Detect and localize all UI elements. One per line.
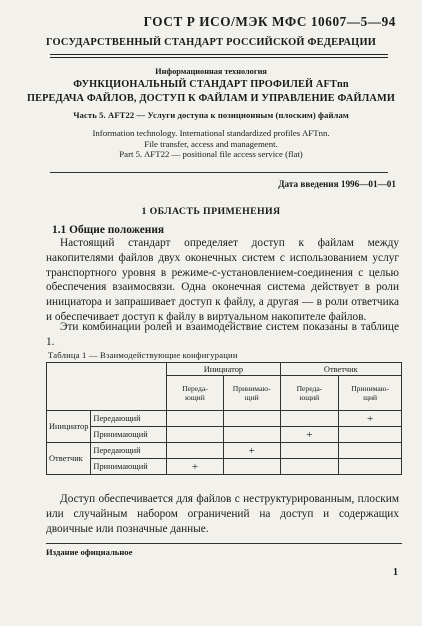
header-responder: Ответчик <box>280 363 401 376</box>
paragraph-scope <box>46 236 399 325</box>
subsection-heading: 1.1 Общие положения <box>52 224 165 236</box>
table-row <box>47 443 402 459</box>
english-title-line1: Information technology. International standardized profiles AFTnn. <box>92 128 330 138</box>
table-cell <box>339 427 402 443</box>
table-corner-cell <box>47 363 167 411</box>
table-cell-mark: + <box>167 459 224 475</box>
header-rule-top <box>50 54 388 55</box>
english-title <box>0 128 422 160</box>
table-cell <box>167 427 224 443</box>
part-title: Часть 5. AFT22 — Услуги доступа к позиционным (плоским) файлам <box>73 110 349 120</box>
table-cell <box>167 411 224 427</box>
gost-title: ГОСТ Р ИСО/МЭК МФС 10607—5—94 <box>143 14 396 29</box>
paragraph-text: Настоящий стандарт определяет доступ к файлам между накопителями файлов двух оконечных систем с использованием услуг транспортного уровня в режиме-с-установлением-соединения с целью обеспечения взаимосвязи. Одна оконечная система действует в роли инициатора и запрашивает доступ к файлу, а другая — в роли ответчика и обеспечивает доступ к файлу в виртуальном накопителе файлов. <box>46 237 399 323</box>
state-standard-heading: ГОСУДАРСТВЕННЫЙ СТАНДАРТ РОССИЙСКОЙ ФЕДЕРАЦИИ <box>45 37 377 48</box>
subheader-initiator-receiving: Принимаю- щий <box>223 376 280 411</box>
table-cell <box>339 459 402 475</box>
info-tech-label: Информационная технология <box>155 67 267 76</box>
table-cell-mark: + <box>223 443 280 459</box>
table-cell <box>339 443 402 459</box>
table-row <box>47 411 402 427</box>
table-row <box>47 427 402 443</box>
section-title: 1 ОБЛАСТЬ ПРИМЕНЕНИЯ <box>141 206 281 217</box>
paragraph-text: Доступ обеспечивается для файлов с неструктурированным, плоским или случайным набором ограничений на доступ и содержащих двоичные или позначные данные. <box>46 493 399 535</box>
main-title-line1: ФУНКЦИОНАЛЬНЫЙ СТАНДАРТ ПРОФИЛЕЙ AFTnn <box>73 79 349 90</box>
row-group-initiator: Инициатор <box>47 411 91 443</box>
table-cell-mark: + <box>339 411 402 427</box>
table-cell <box>223 427 280 443</box>
table-cell <box>280 443 339 459</box>
row-group-responder: Ответчик <box>47 443 91 475</box>
header-initiator: Инициатор <box>167 363 280 376</box>
title-divider <box>50 172 388 173</box>
configuration-table <box>46 362 402 475</box>
paragraph-access <box>46 492 399 536</box>
table-caption: Таблица 1 — Взаимодействующие конфигурации <box>48 350 238 360</box>
table-cell-mark: + <box>280 427 339 443</box>
introduction-date: Дата введения 1996—01—01 <box>278 179 396 189</box>
table-header-row <box>47 363 402 376</box>
table-cell <box>223 459 280 475</box>
row-role-sending: Передающий <box>91 443 167 459</box>
page-number: 1 <box>393 567 398 578</box>
row-role-receiving: Принимающий <box>91 459 167 475</box>
row-role-sending: Передающий <box>91 411 167 427</box>
subheader-responder-receiving: Принимаю- щий <box>339 376 402 411</box>
subheader-responder-sending: Переда- ющий <box>280 376 339 411</box>
table-cell <box>167 443 224 459</box>
paragraph-table-ref <box>46 320 399 350</box>
table-cell <box>280 459 339 475</box>
table-row <box>47 459 402 475</box>
english-title-line2: File transfer, access and management. <box>144 138 278 149</box>
english-title-line3: Part 5. AFT22 — positional file access service (flat) <box>119 149 303 159</box>
row-role-receiving: Принимающий <box>91 427 167 443</box>
paragraph-text: Эти комбинации ролей и взаимодействие систем показаны в таблице 1. <box>46 321 399 348</box>
main-title-line2: ПЕРЕДАЧА ФАЙЛОВ, ДОСТУП К ФАЙЛАМ И УПРАВЛЕНИЕ ФАЙЛАМИ <box>26 93 396 104</box>
official-edition-label: Издание официальное <box>46 547 133 557</box>
table-cell <box>223 411 280 427</box>
main-title <box>0 78 422 106</box>
subheader-initiator-sending: Переда- ющий <box>167 376 224 411</box>
header-rule-bottom <box>50 57 388 58</box>
footer-rule <box>46 543 402 544</box>
table-cell <box>280 411 339 427</box>
